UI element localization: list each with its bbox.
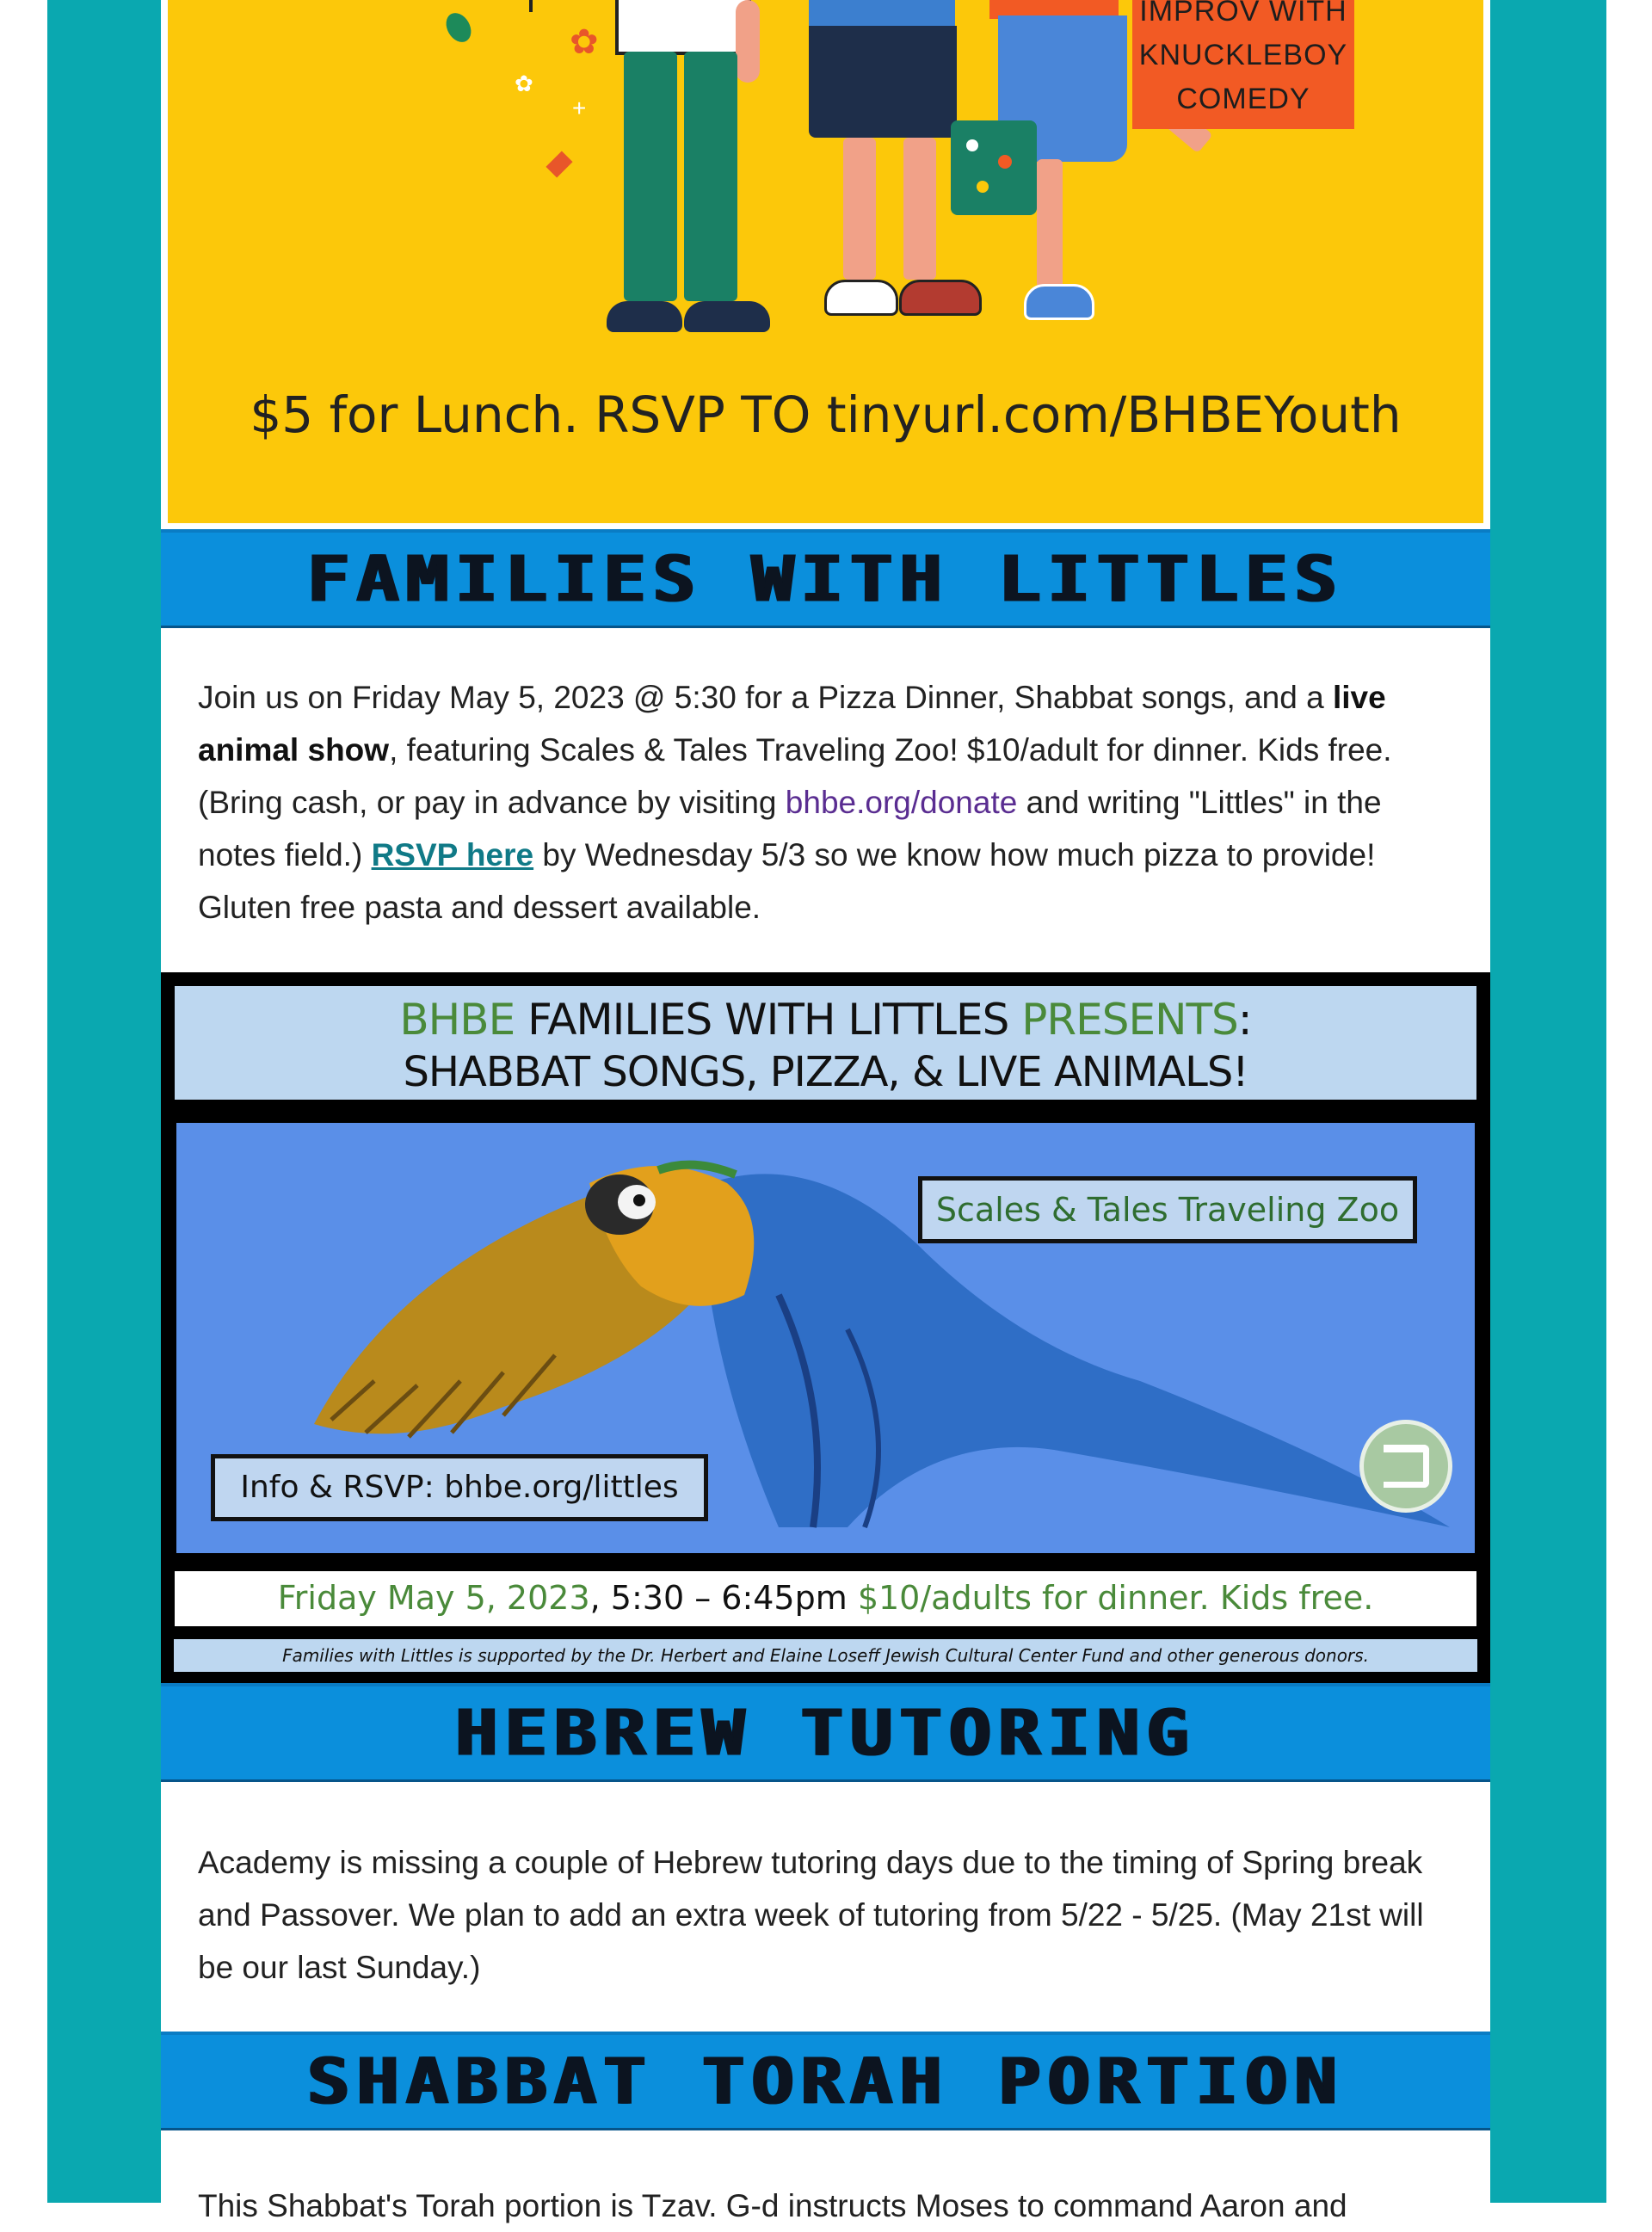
littles-text-2: , featuring Scales & Tales Traveling Zoo! $10/adult for dinner. Kids free. (Bring cash, or pay in advance by visiting <box>198 732 1392 820</box>
littles-flyer-title <box>175 995 1476 1045</box>
flower-icon: ✿ <box>570 23 599 61</box>
macaw-photo <box>176 1123 1475 1553</box>
flyer-date: Friday May 5, 2023 <box>277 1579 590 1617</box>
zoo-label-box: Scales & Tales Traveling Zoo <box>918 1176 1417 1243</box>
improv-line-2: KNUCKLEBOY <box>1138 39 1348 71</box>
bhbe-logo-icon <box>1359 1420 1452 1513</box>
youth-flyer-background <box>168 0 1483 523</box>
section-header-hebrew-tutoring <box>161 1683 1490 1782</box>
littles-flyer-date-bar <box>171 1568 1480 1630</box>
torah-portion-description: This Shabbat's Torah portion is Tzav. G-d instructs Moses to command Aaron and <box>161 2130 1490 2203</box>
section-header-shabbat-torah-portion <box>161 2032 1490 2130</box>
shopping-bag-icon <box>951 120 1037 215</box>
kid-figure-1 <box>598 0 753 353</box>
littles-bold-text: live animal show <box>198 680 1386 768</box>
littles-event-flyer-image[interactable] <box>161 972 1490 1683</box>
leaf-icon <box>441 9 477 46</box>
littles-text-3: and writing "Littles" in the notes field.) <box>198 785 1382 872</box>
section-title-hebrew-tutoring: HEBREW TUTORING <box>455 1696 1196 1770</box>
section-header-families-with-littles <box>161 529 1490 628</box>
littles-text-4: by Wednesday 5/3 so we know how much pizza to provide! Gluten free pasta and dessert available. <box>198 837 1376 925</box>
section-title-families-with-littles: FAMILIES WITH LITTLES <box>307 542 1344 616</box>
page-gutter-left <box>0 0 47 2203</box>
title-presents: PRESENTS <box>1021 995 1238 1045</box>
dash-icon <box>529 0 533 12</box>
littles-flyer-sponsor-note: Families with Littles is supported by the Dr. Herbert and Elaine Loseff Jewish Cultural Center Fund and other generous donors. <box>171 1637 1480 1674</box>
youth-flyer-rsvp-text: $5 for Lunch. RSVP TO tinyurl.com/BHBEYouth <box>250 385 1402 444</box>
page-gutter-right <box>1606 0 1652 2203</box>
improv-label-box <box>1132 0 1354 129</box>
title-families: FAMILIES WITH LITTLES <box>515 995 1022 1045</box>
info-rsvp-label-box: Info & RSVP: bhbe.org/littles <box>211 1454 708 1521</box>
teal-border-left <box>47 0 161 2203</box>
flyer-price: $10/adults for dinner. Kids free. <box>857 1579 1374 1617</box>
sparkle-icon: + <box>572 95 587 121</box>
improv-line-3: COMEDY <box>1176 83 1310 115</box>
littles-text-1: Join us on Friday May 5, 2023 @ 5:30 for a Pizza Dinner, Shabbat songs, and a <box>198 680 1324 715</box>
improv-line-1: IMPROV WITH <box>1139 0 1347 28</box>
youth-event-flyer-image[interactable] <box>161 0 1490 532</box>
littles-description <box>161 628 1490 972</box>
section-title-shabbat-torah-portion: SHABBAT TORAH PORTION <box>307 2044 1344 2118</box>
diamond-icon <box>546 151 572 177</box>
littles-flyer-subtitle: SHABBAT SONGS, PIZZA, & LIVE ANIMALS! <box>403 1048 1248 1096</box>
rsvp-here-link[interactable]: RSVP here <box>371 837 534 872</box>
kid-figure-2 <box>809 0 964 344</box>
flyer-time: , 5:30 – 6:45pm <box>589 1579 858 1617</box>
flower-small-icon: ✿ <box>515 71 533 96</box>
title-colon: : <box>1237 995 1252 1045</box>
donate-link[interactable]: bhbe.org/donate <box>785 785 1018 820</box>
title-bhbe: BHBE <box>399 995 515 1045</box>
teal-border-right <box>1490 0 1606 2203</box>
hebrew-tutoring-description: Academy is missing a couple of Hebrew tutoring days due to the timing of Spring break and Passover. We plan to add an extra week of tutoring from 5/22 - 5/25. (May 21st will be our last Sunday.) <box>161 1782 1490 2032</box>
littles-flyer-title-banner <box>171 983 1480 1103</box>
